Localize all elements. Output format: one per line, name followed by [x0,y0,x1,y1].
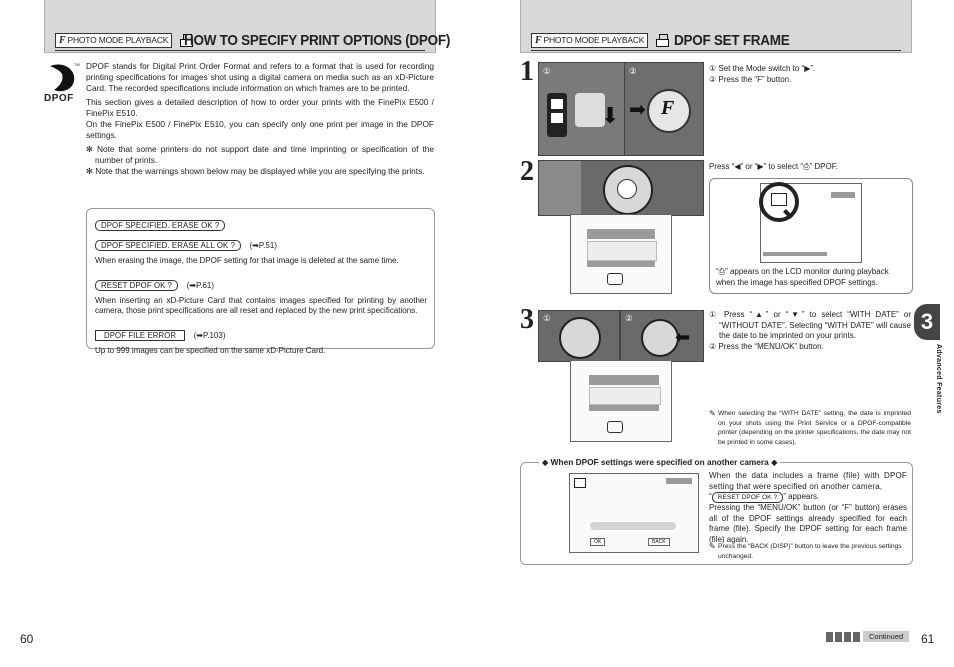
warning-description: Up to 999 images can be specified on the same xD-Picture Card. [95,345,326,355]
step3-instruction-2: ② Press the “MENU/OK” button. [709,341,824,351]
chapter-label: Advanced Features [935,344,942,414]
warning-message: DPOF SPECIFIED. ERASE OK ? [95,220,225,231]
mode-badge: F PHOTO MODE PLAYBACK [531,33,648,48]
step3-note: ✎ When selecting the “WITH DATE” setting, the date is imprinted on your shots using the Print Service or a DPOF-compatible printer (depending on the printer specifications, the date may not be printed in some cases). [709,409,911,446]
left-header-banner [44,0,451,53]
page-number-left: 60 [20,632,34,646]
warning-message: DPOF SPECIFIED. ERASE ALL OK ? [95,240,241,251]
lcd-back-button: BACK [648,538,670,546]
playback-lcd [760,183,862,263]
box-description-c: Pressing the “MENU/OK” button (or “F” button) erases all of the DPOF settings already specified for each frame (file). Specify the DPOF setting for each frame (file) again. [709,503,907,544]
intro-paragraph-3: On the FinePix E500 / FinePix E510, you can specify only one print per image in the DPOF settings. [86,119,434,140]
step1-photo-mode-switch: ① ⬇ [538,62,625,156]
warnings-box [86,208,435,355]
mode-badge: F PHOTO MODE PLAYBACK [55,33,172,48]
box-heading: ◆ When DPOF settings were specified on another camera ◆ [539,457,780,467]
step2-lcd-screen [570,214,672,294]
step1-instruction-1: ① Set the Mode switch to “▶”. [709,64,816,73]
reset-dpof-lcd [569,473,699,553]
step-number: 3 [520,304,534,335]
continued-indicator: Continued [826,631,909,642]
warning-description: When inserting an xD-Picture Card that contains images specified for printing by another camera, those print specifications are all reset and replaced by the new print specifications. [95,295,427,315]
step1-instruction-2: ② Press the “F” button. [709,74,792,84]
box-description-a: When the data includes a frame (file) with DPOF setting that were specified on another camera, [709,471,907,491]
step3-lcd-screen [570,360,672,442]
page-reference: (➡P.103) [193,330,226,340]
page-reference: (➡P.61) [186,280,215,290]
intro-paragraph-2: This section gives a detailed description of how to order your prints with the FinePix E500 / FinePix E510. [86,97,434,118]
warning-message: RESET DPOF OK ? [95,280,178,291]
page-title: DPOF SET FRAME [674,31,790,49]
intro-paragraph-1: DPOF stands for Digital Print Order Format and refers to a format that is used for recording printing specifications for images shot using a digital camera on media such as an xD-Picture Card. The recorded specifications include information on which frames are to be printed. [86,61,434,93]
page-title: HOW TO SPECIFY PRINT OPTIONS (DPOF) [184,31,451,49]
page-number-right: 61 [921,632,935,646]
step3-instruction-1: ① Press “▲” or “▼” to select “WITH DATE” or “WITHOUT DATE”. Selecting “WITH DATE” will cause the date to be imprinted on your prints. [709,310,911,340]
warning-message: DPOF FILE ERROR [95,330,185,341]
warning-description: When erasing the image, the DPOF setting for that image is deleted at the same time. [95,256,399,265]
step3-photo-menu-button: ② ⬅ [620,310,704,362]
note-1: ✻ Note that some printers do not support date and time imprinting or specification of the number of prints. [86,144,434,165]
page-reference: (➡P.51) [249,241,277,250]
note-pencil-icon: ✎ [709,409,716,418]
step2-info-box [709,178,913,294]
note-2: ✻ Note that the warnings shown below may be displayed while you are specifying the prints. [86,166,425,176]
other-camera-box: ◆ When DPOF settings were specified on another camera ◆ OK BACK When the data includes a frame (file) with DPOF setting that were specified on another camera, “ RESET DPOF OK ? ” appears. Pressing the “MENU/OK” button (or “F” button) erases all of the DPOF settings already specified for each frame (file). Specify the DPOF setting for each frame (file) again. ✎ Press the “BACK (DISP)” button to leave the previous settings unchanged. [520,462,913,565]
step-number: 1 [520,56,534,87]
step2-photo-dpad [538,160,704,216]
dpof-logo: TM DPOF [44,62,80,104]
dpof-icon-caption: “⎙” appears on the LCD monitor during playback when the image has specified DPOF settings. [716,267,889,287]
note-pencil-icon: ✎ [709,542,716,551]
right-header-banner [520,0,912,53]
chapter-tab: 3 [914,304,940,340]
dpof-logo-text: DPOF [44,93,74,104]
step-number: 2 [520,156,534,187]
box-note: Press the “BACK (DISP)” button to leave the previous settings unchanged. [718,543,902,560]
warning-message: RESET DPOF OK ? [712,492,784,503]
step1-photo-f-button: ② F ➡ [624,62,704,156]
print-icon [656,34,670,46]
step3-photo-dpad: ① [538,310,620,362]
lcd-ok-button: OK [590,538,605,546]
step2-instruction: Press “◀” or “▶” to select “⎙” DPOF. [709,162,838,171]
